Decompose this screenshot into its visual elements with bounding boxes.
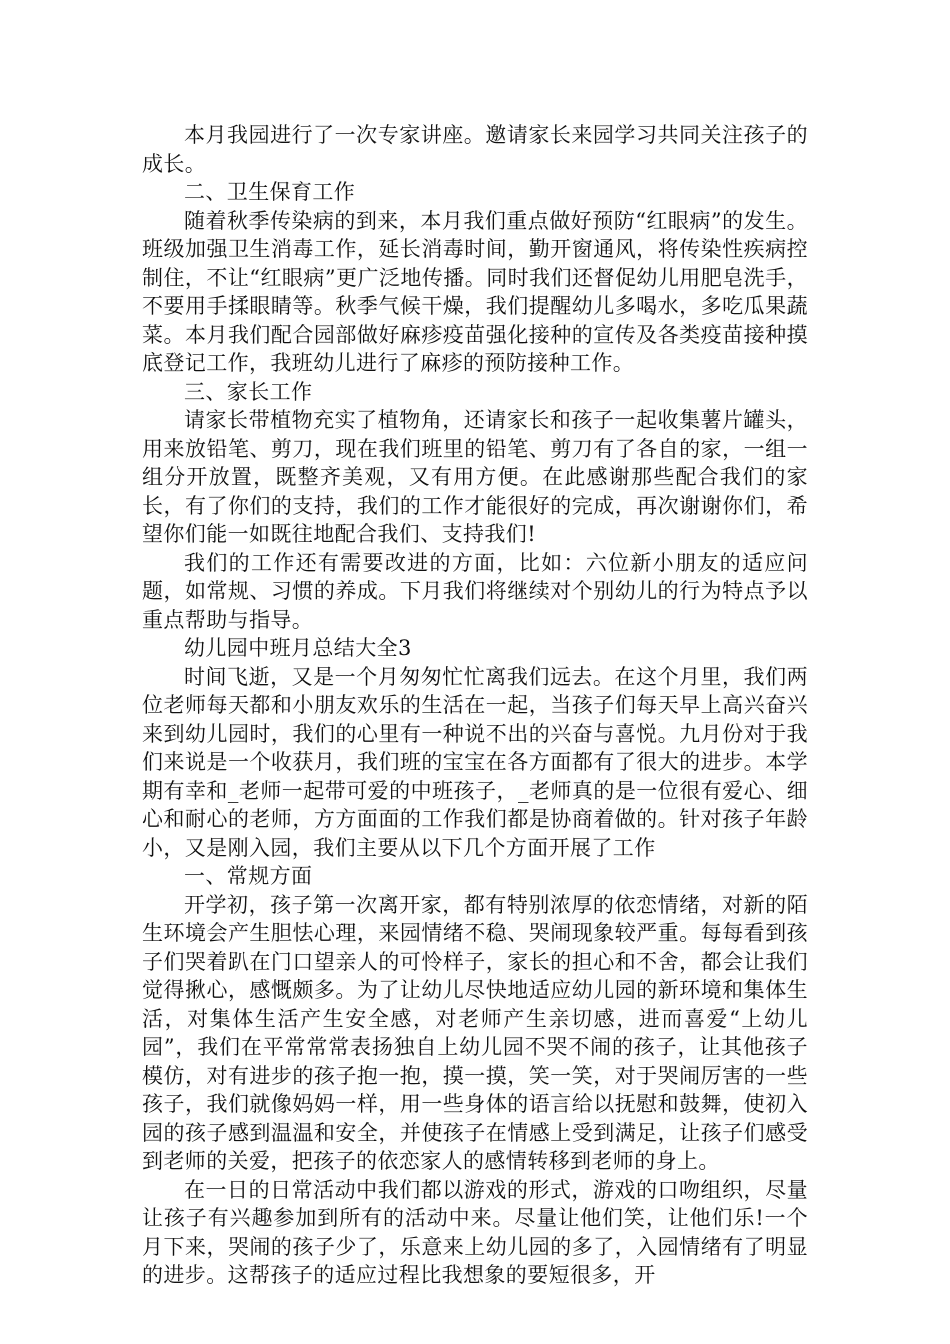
heading-routine: 一、常规方面 bbox=[184, 864, 313, 888]
heading-hygiene-care: 二、卫生保育工作 bbox=[184, 180, 356, 204]
document-body bbox=[142, 121, 808, 1290]
paragraph-parent-work: 请家长带植物充实了植物角，还请家长和孩子一起收集薯片罐头，用来放铅笔、剪刀，现在我们班里的铅笔、剪刀有了各自的家，一组一组分开放置，既整齐美观，又有用方便。在此感谢那些配合我们的家长，有了你们的支持，我们的工作才能很好的完成，再次谢谢你们，希望你们能一如既往地配合我们、支持我们! bbox=[142, 408, 808, 546]
paragraph-improvements: 我们的工作还有需要改进的方面，比如：六位新小朋友的适应问题，如常规、习惯的养成。下月我们将继续对个别幼儿的行为特点予以重点帮助与指导。 bbox=[142, 550, 808, 632]
paragraph-intro: 时间飞逝，又是一个月匆匆忙忙离我们远去。在这个月里，我们两位老师每天都和小朋友欢乐的生活在一起，当孩子们每天早上高兴奋兴来到幼儿园时，我们的心里有一种说不出的兴奋与喜悦。九月份对于我们来说是一个收获月，我们班的宝宝在各方面都有了很大的进步。本学期有幸和_老师一起带可爱的中班孩子，_老师真的是一位很有爱心、细心和耐心的老师，方方面面的工作我们都是协商着做的。针对孩子年龄小，又是刚入园，我们主要从以下几个方面开展了工作 bbox=[142, 664, 808, 860]
heading-parent-work: 三、家长工作 bbox=[184, 379, 313, 404]
paragraph-routine: 开学初，孩子第一次离开家，都有特别浓厚的依恋情绪，对新的陌生环境会产生胆怯心理，来园情绪不稳、哭闹现象较严重。每每看到孩子们哭着趴在门口望亲人的可怜样子，家长的担心和不舍，都会让我们觉得揪心，感慨颇多。为了让幼儿尽快地适应幼儿园的新环境和集体生活，对集体生活产生安全感，对老师产生亲切感，进而喜爱“上幼儿园”，我们在平常常常表扬独自上幼儿园不哭不闹的孩子，让其他孩子模仿，对有进步的孩子抱一抱，摸一摸，笑一笑，对于哭闹厉害的一些孩子，我们就像妈妈一样，用一些身体的语言给以抚慰和鼓舞，使初入园的孩子感到温温和安全，并使孩子在情感上受到满足，让孩子们感受到老师的关爱，把孩子的依恋家人的感情转移到老师的身上。 bbox=[142, 892, 808, 1173]
paragraph-expert-lecture: 本月我园进行了一次专家讲座。邀请家长来园学习共同关注孩子的成长。 bbox=[142, 123, 808, 176]
section-title-summary-3: 幼儿园中班月总结大全3 bbox=[184, 636, 412, 660]
paragraph-daily-activities: 在一日的日常活动中我们都以游戏的形式，游戏的口吻组织，尽量让孩子有兴趣参加到所有的活动中来。尽量让他们笑，让他们乐!一个月下来，哭闹的孩子少了，乐意来上幼儿园的多了，入园情绪有了明显的进步。这帮孩子的适应过程比我想象的要短很多，开 bbox=[142, 1177, 808, 1287]
paragraph-hygiene: 随着秋季传染病的到来，本月我们重点做好预防“红眼病”的发生。班级加强卫生消毒工作，延长消毒时间，勤开窗通风，将传染性疾病控制住，不让“红眼病”更广泛地传播。同时我们还督促幼儿用肥皂洗手，不要用手揉眼睛等。秋季气候干燥，我们提醒幼儿多喝水，多吃瓜果蔬菜。本月我们配合园部做好麻疹疫苗强化接种的宣传及各类疫苗接种摸底登记工作，我班幼儿进行了麻疹的预防接种工作。 bbox=[142, 208, 808, 375]
